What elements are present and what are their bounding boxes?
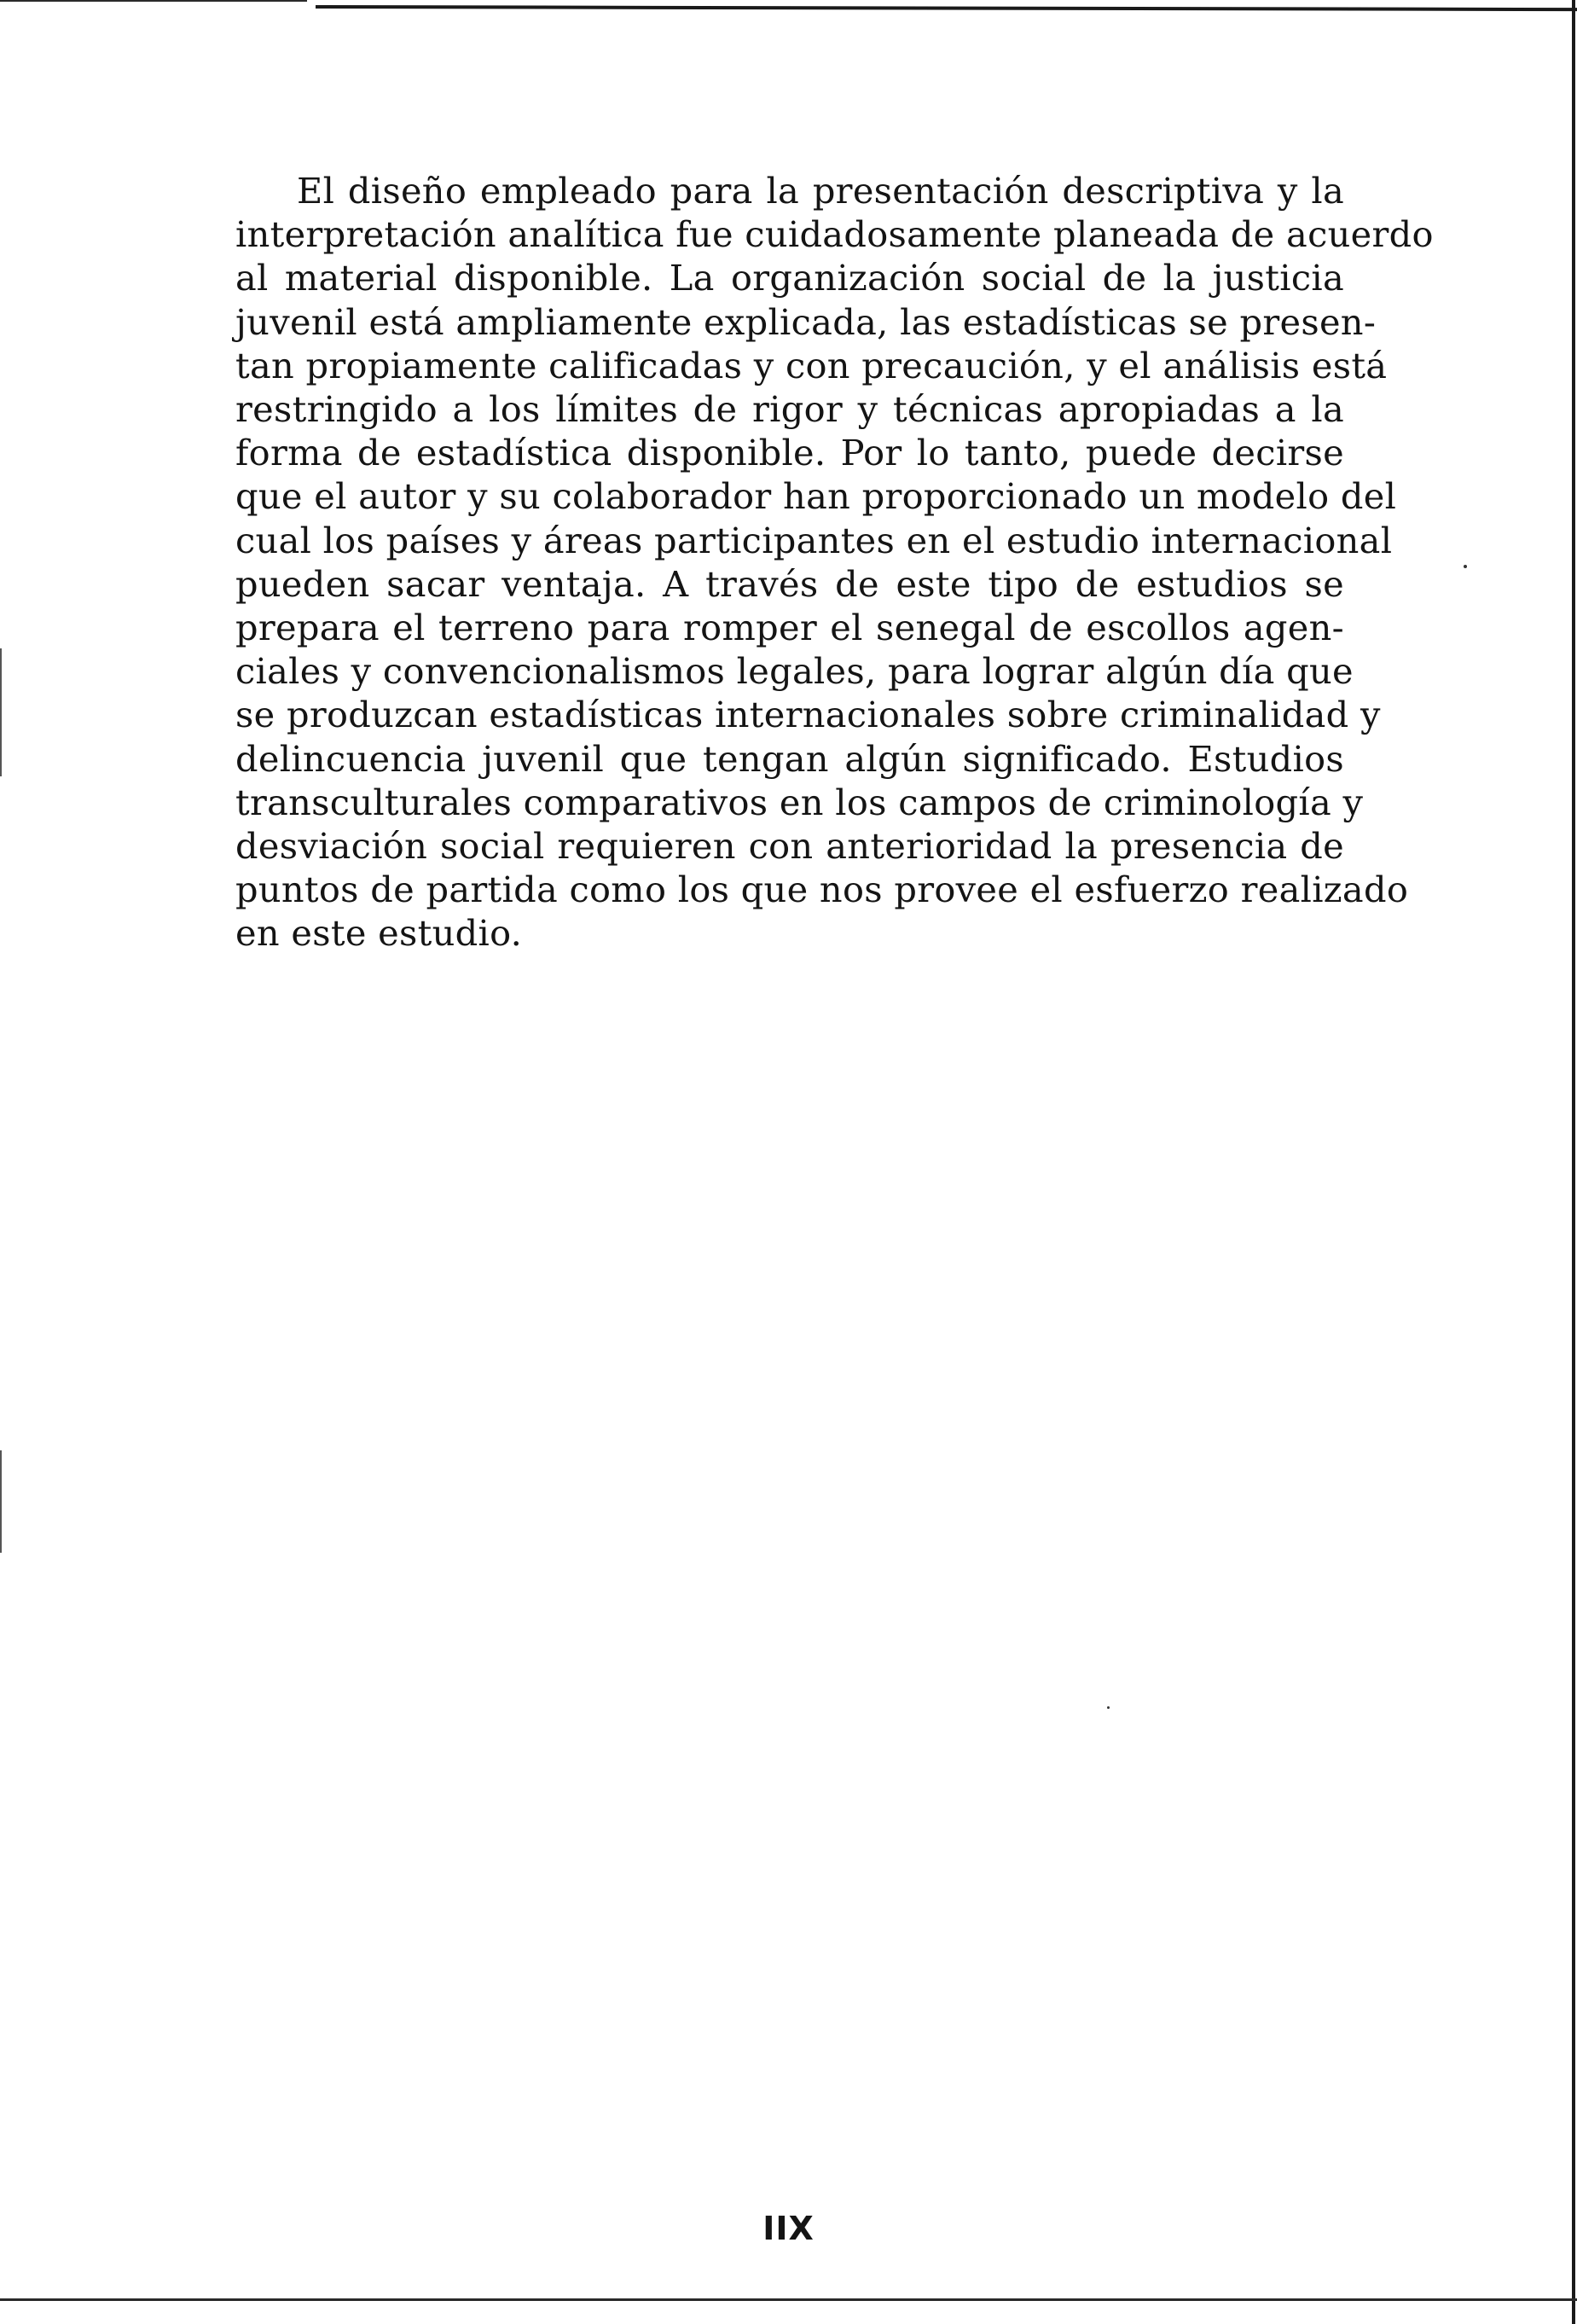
paragraph-line: que el autor y su colaborador han proporcionado un modelo del — [235, 475, 1397, 518]
paragraph-line: se produzcan estadísticas internacionales sobre criminalidad y — [235, 694, 1381, 736]
paragraph-line: tan propiamente calificadas y con precaución, y el análisis está — [235, 344, 1388, 386]
scan-right-edge — [1572, 0, 1575, 2324]
paragraph-line: cual los países y áreas participantes en el estudio internacional — [235, 519, 1393, 561]
scan-left-mark — [0, 648, 2, 776]
paragraph-line: delincuencia juvenil que tengan algún significado. Estudios — [235, 737, 1344, 780]
body-paragraph — [235, 169, 1434, 956]
paragraph-line: en este estudio. — [235, 912, 523, 955]
scan-speck — [1464, 565, 1467, 568]
paragraph-line: interpretación analítica fue cuidadosamente planeada de acuerdo — [235, 213, 1434, 256]
paragraph-line: restringido a los límites de rigor y técnicas apropiadas a la — [235, 388, 1344, 431]
paragraph-line: prepara el terreno para romper el senegal de escollos agen- — [235, 607, 1344, 649]
scan-top-rule-left — [0, 0, 307, 2]
paragraph-line: al material disponible. La organización social de la justicia — [235, 257, 1344, 299]
scan-bottom-rule — [0, 2298, 1577, 2301]
scan-speck — [1107, 1706, 1110, 1709]
paragraph-line: ciales y convencionalismos legales, para lograr algún día que — [235, 650, 1354, 693]
page-number: IIX — [762, 2210, 815, 2247]
paragraph-line: puntos de partida como los que nos provee el esfuerzo realizado — [235, 869, 1409, 911]
paragraph-line: pueden sacar ventaja. A través de este tipo de estudios se — [235, 562, 1344, 605]
paragraph-line: forma de estadística disponible. Por lo tanto, puede decirse — [235, 432, 1344, 474]
paragraph-line: El diseño empleado para la presentación descriptiva y la — [297, 170, 1344, 212]
scan-left-mark — [0, 1450, 2, 1553]
scan-top-rule — [316, 5, 1577, 11]
paragraph-line: desviación social requieren con anterioridad la presencia de — [235, 825, 1344, 868]
paragraph-line: juvenil está ampliamente explicada, las estadísticas se presen- — [235, 300, 1377, 343]
paragraph-line: transculturales comparativos en los campos de criminología y — [235, 781, 1364, 823]
